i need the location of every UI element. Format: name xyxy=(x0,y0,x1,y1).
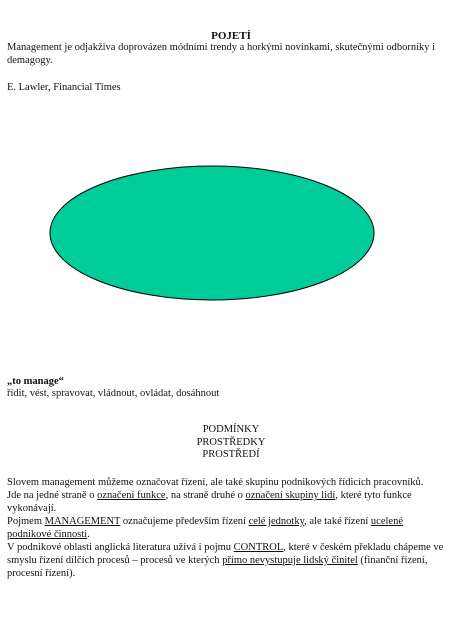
underlined-group-term: označení skupiny lidí xyxy=(245,490,336,501)
quote-text: Management je odjakživa doprovázen módními trendy a horkými novinkami, skutečnými odborníky i demagogy. xyxy=(7,42,436,66)
paragraph-3-text-d: . xyxy=(87,529,90,540)
paragraph-2-text-b: , na straně druhé o xyxy=(165,490,246,501)
underlined-activity-term: ucelené podnikové činnosti xyxy=(7,516,403,540)
paragraph-4-text-c: (finanční řízení, procesní řízení). xyxy=(7,555,428,579)
underlined-whole-unit-term: celé jednotky xyxy=(248,516,305,527)
underlined-control-term: CONTROL xyxy=(233,542,284,553)
conditions-line-3: PROSTŘEDÍ xyxy=(202,449,260,460)
green-ellipse-shape xyxy=(49,165,375,301)
conditions-line-2: PROSTŘEDKY xyxy=(196,436,266,448)
term-heading: „to manage“ xyxy=(7,376,64,387)
paragraph-3-text-c: , ale také řízení xyxy=(304,516,371,527)
underlined-human-factor-term: přímo nevystupuje lidský činitel xyxy=(222,555,358,566)
term-meanings: řídit, vést, spravovat, vládnout, ovládat, dosáhnout xyxy=(7,388,220,399)
body-paragraphs xyxy=(7,476,447,580)
quote-author: E. Lawler, Financial Times xyxy=(7,82,121,93)
conditions-block xyxy=(0,424,462,462)
paragraph-2 xyxy=(7,489,447,515)
paragraph-2-text-a: Jde na jedné straně o xyxy=(7,490,98,501)
page-title: POJETÍ xyxy=(211,30,251,42)
underlined-function-term: označení funkce xyxy=(97,490,166,501)
paragraph-4-text-a: V podnikové oblasti anglická literatura užívá i pojmu xyxy=(7,542,234,553)
paragraph-4 xyxy=(7,541,447,580)
conditions-line-1: PODMÍNKY xyxy=(202,424,260,435)
underlined-management-term: MANAGEMENT xyxy=(44,516,121,527)
paragraph-2-text-c: , které tyto funkce vykonávají. xyxy=(7,490,412,514)
paragraph-1: Slovem management můžeme označovat řízení, ale také skupinu podnikových řídicích pracovníků. xyxy=(7,477,424,488)
paragraph-3-text-b: označujeme především řízení xyxy=(120,516,249,527)
paragraph-3 xyxy=(7,515,447,541)
paragraph-3-text-a: Pojmem xyxy=(7,516,45,527)
paragraph-4-text-b: , které v českém překladu chápeme ve smyslu řízení dílčích procesů – procesů ve kterých xyxy=(7,542,444,566)
